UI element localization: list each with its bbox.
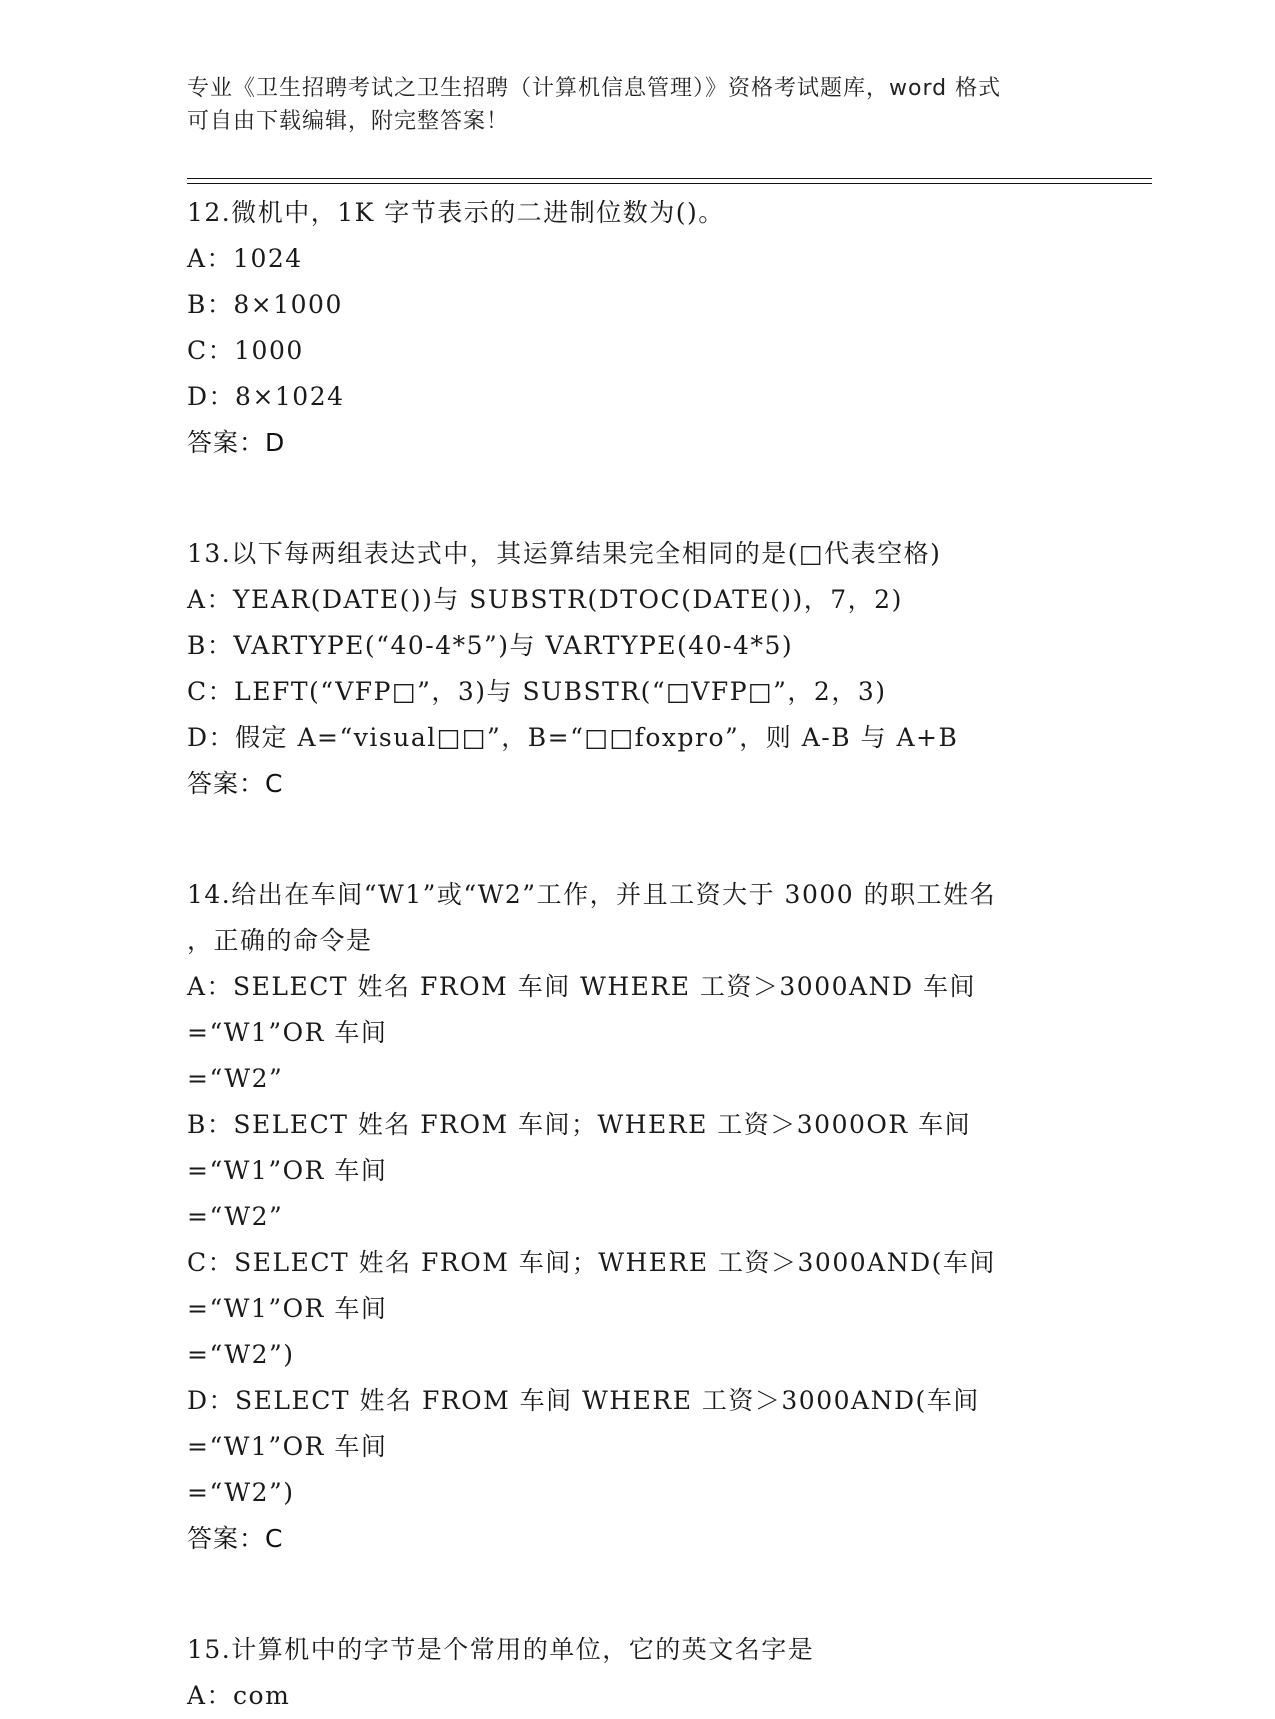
question-stem: 12.微机中，1K 字节表示的二进制位数为()。 (187, 198, 725, 227)
option-b: B：8×1000 (187, 290, 343, 319)
option-c: C：1000 (187, 336, 304, 365)
header-line-2: 可自由下载编辑，附完整答案！ (187, 109, 510, 134)
answer-label: 答案：C (187, 769, 284, 798)
question-14 (187, 872, 1087, 1562)
question-15 (187, 1627, 1087, 1719)
option-d-continued: =“W2”) (187, 1478, 295, 1507)
question-stem: 15.计算机中的字节是个常用的单位，它的英文名字是 (187, 1635, 815, 1664)
option-d: D：假定 A=“visual□□”，B=“□□foxpro”，则 A-B 与 A+B (187, 723, 959, 752)
question-spacer (187, 807, 1087, 872)
question-stem: 13.以下每两组表达式中，其运算结果完全相同的是(□代表空格) (187, 539, 942, 568)
option-d: D：8×1024 (187, 382, 345, 411)
question-13 (187, 531, 1087, 807)
option-c: C：LEFT(“VFP□”，3)与 SUBSTR(“□VFP□”，2，3) (187, 677, 887, 706)
option-c-continued: =“W2”) (187, 1340, 295, 1369)
option-d: D：SELECT 姓名 FROM 车间 WHERE 工资＞3000AND(车间=“W1”OR 车间 (187, 1386, 980, 1461)
option-a: A：com (187, 1681, 291, 1710)
option-a: A：1024 (187, 244, 303, 273)
question-list (187, 190, 1087, 1719)
option-b: B：VARTYPE(“40-4*5”)与 VARTYPE(40-4*5) (187, 631, 794, 660)
option-a: A：YEAR(DATE())与 SUBSTR(DTOC(DATE())，7，2) (187, 585, 903, 614)
header-divider-bottom (187, 183, 1152, 184)
header-line-1: 专业《卫生招聘考试之卫生招聘（计算机信息管理）》资格考试题库，word 格式 (187, 76, 1002, 101)
question-spacer (187, 466, 1087, 531)
question-stem: 14.给出在车间“W1”或“W2”工作，并且工资大于 3000 的职工姓名 (187, 880, 997, 909)
option-a: A：SELECT 姓名 FROM 车间 WHERE 工资＞3000AND 车间=“W1”OR 车间 (187, 972, 976, 1047)
question-12 (187, 190, 1087, 466)
answer-label: 答案：C (187, 1524, 284, 1553)
option-c: C：SELECT 姓名 FROM 车间；WHERE 工资＞3000AND(车间=“W1”OR 车间 (187, 1248, 996, 1323)
header-divider-top (187, 178, 1152, 179)
document-header (187, 72, 1067, 138)
answer-label: 答案：D (187, 428, 286, 457)
question-spacer (187, 1562, 1087, 1627)
option-a-continued: =“W2” (187, 1064, 284, 1093)
question-stem-continued: ，正确的命令是 (187, 926, 373, 955)
option-b: B：SELECT 姓名 FROM 车间；WHERE 工资＞3000OR 车间=“W1”OR 车间 (187, 1110, 972, 1185)
option-b-continued: =“W2” (187, 1202, 284, 1231)
